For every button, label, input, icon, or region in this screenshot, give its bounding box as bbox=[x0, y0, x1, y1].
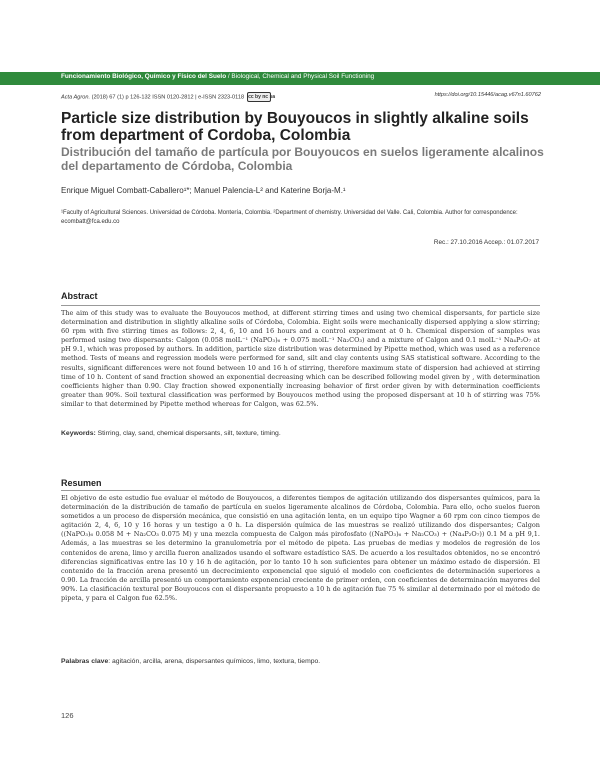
section-name-bold: Funcionamiento Biológico, Químico y Físico del Suelo bbox=[61, 73, 227, 80]
section-banner bbox=[0, 72, 600, 85]
resumen-divider bbox=[61, 490, 540, 491]
palabras-clave-label: Palabras clave bbox=[61, 658, 109, 665]
cc-license-icon[interactable]: cc by nc sa bbox=[248, 94, 276, 100]
article-title: Particle size distribution by Bouyoucos in slightly alkaline soils from department of Cordoba, Colombia bbox=[61, 110, 529, 144]
doi-link[interactable]: https://doi.org/10.15446/acag.v67n1.60762 bbox=[434, 92, 541, 98]
author-list: Enrique Miguel Combatt-Caballero¹*; Manuel Palencia-L² and Katerine Borja-M.¹ bbox=[61, 186, 346, 195]
resumen-keywords bbox=[61, 658, 540, 665]
abstract-keywords bbox=[61, 430, 540, 437]
abstract-divider bbox=[61, 305, 540, 306]
received-accepted-dates: Rec.: 27.10.2016 Accep.: 01.07.2017 bbox=[433, 239, 539, 246]
resumen-heading: Resumen bbox=[61, 478, 102, 488]
page-number: 126 bbox=[61, 711, 74, 720]
abstract-text: The aim of this study was to evaluate the Bouyoucos method, at different stirring times and using two chemical dispersants, for particle size determination and distribution in slightly alkaline soils of Córdoba, Colombia. Eight soils were mechanically dispersed applying a slow stirring; 60 rpm with five stirring times as follows: 2, 4, 6, 10 and 16 hours and a control experiment at 0 h. Chemical dispersion of samples was performed using two dispersants: Calgon (0.058 molL⁻¹ (NaPO₃)₆ + 0.075 molL⁻¹ Na₂CO₃) and a mixture of Calgon and 0.1 molL⁻¹ Na₄P₂O₇ at pH 9.1, which was proposed by authors. In addition, particle size distribution was determined by Pipette method, which was used as a reference method. Tests of means and regression models were performed for sand, silt and clay contents using SAS statistical software. According to the results, significant differences were not found between 10 and 16 h of stirring, therefore maximum state of dispersion had achieved at stirring time of 10 h. Content of sand fraction showed an exponential decreasing which can be described following model given by , with determination coefficients higher than 0.90. Clay fraction showed exponentially increasing behavior of first order given by with determination coefficients greater than 90%. Soil textural classification was performed by Bouyoucos method using the proposed dispersant at 10 h of stirring was 75% similar to that determined by Pipette method whereas for Calgon, was 62.5%. bbox=[61, 309, 540, 408]
section-name-english: / Biological, Chemical and Physical Soil Functioning bbox=[226, 73, 375, 80]
keywords-list: Stirring, clay, sand, chemical dispersants, silt, texture, timing. bbox=[95, 430, 281, 437]
section-banner-text bbox=[61, 73, 374, 80]
citation-details: (2018) 67 (1) p 126-132 ISSN 0120-2812 | e-ISSN 2323-0118 bbox=[90, 94, 245, 101]
abstract-heading: Abstract bbox=[61, 291, 98, 301]
keywords-label: Keywords: bbox=[61, 430, 96, 437]
palabras-clave-list: : agitación, arcilla, arena, dispersantes químicos, limo, textura, tiempo. bbox=[108, 658, 321, 665]
affiliations: ¹Faculty of Agricultural Sciences. Universidad de Córdoba. Montería, Colombia. ²Department of chemistry. Universidad del Valle. Cali, Colombia. Author for correspondence: ecombatt@fca.edu.co bbox=[61, 210, 518, 225]
article-subtitle: Distribución del tamaño de partícula por Bouyoucos en suelos ligeramente alcalinos del departamento de Córdoba, Colombia bbox=[61, 145, 544, 173]
journal-name: Acta Agron. bbox=[61, 94, 91, 101]
citation bbox=[61, 92, 276, 102]
resumen-text: El objetivo de este estudio fue evaluar el método de Bouyoucos, a diferentes tiempos de agitación utilizando dos dispersantes químicos, para la determinación de la distribución de tamaño de partícula en suelos ligeramente alcalinos de Córdoba, Colombia. Para ello, ocho suelos fueron sometidos a un proceso de dispersión mecánica, que consistió en una agitación lenta, en un equipo tipo Wagner a 60 rpm con cinco tiempos de agitación 2, 4, 6, 10 y 16 horas y un testigo a 0 h. La dispersión química de las muestras se realizó utilizando dos dispersantes; Calgon ((NaPO₃)₆ 0.058 M + Na₂CO₃ 0.075 M) y una mezcla compuesta de Calgon más pirofosfato ((NaPO₃)₆ + Na₂CO₃) + (Na₄P₂O₇)) 0.1 M a pH 9,1. Además, a las muestras se les determino la granulometría por el método de pipeta. Las pruebas de medias y modelos de regresión de los contenidos de arena, limo y arcilla fueron analizados usando el software estadístico SAS. De acuerdo a los resultados obtenidos, no se encontró diferencias significativas entre las 10 y 16 h de agitación, por lo tanto 10 h son suficientes para obtener un máximo estado de dispersión. El contenido de la fracción arena presentó un decrecimiento exponencial que siguió el modelo con coeficientes de determinación superiores a 0.90. La fracción de arcilla presentó un comportamiento exponencial creciente de primer orden, con coeficientes de determinación mayores del 90%. La clasificación textural por Bouyoucos con el dispersante propuesto a 10 h de agitación fue 75 % similar al determinado por el método de pipeta, y para el Calgon fue 62.5%. bbox=[61, 494, 540, 603]
